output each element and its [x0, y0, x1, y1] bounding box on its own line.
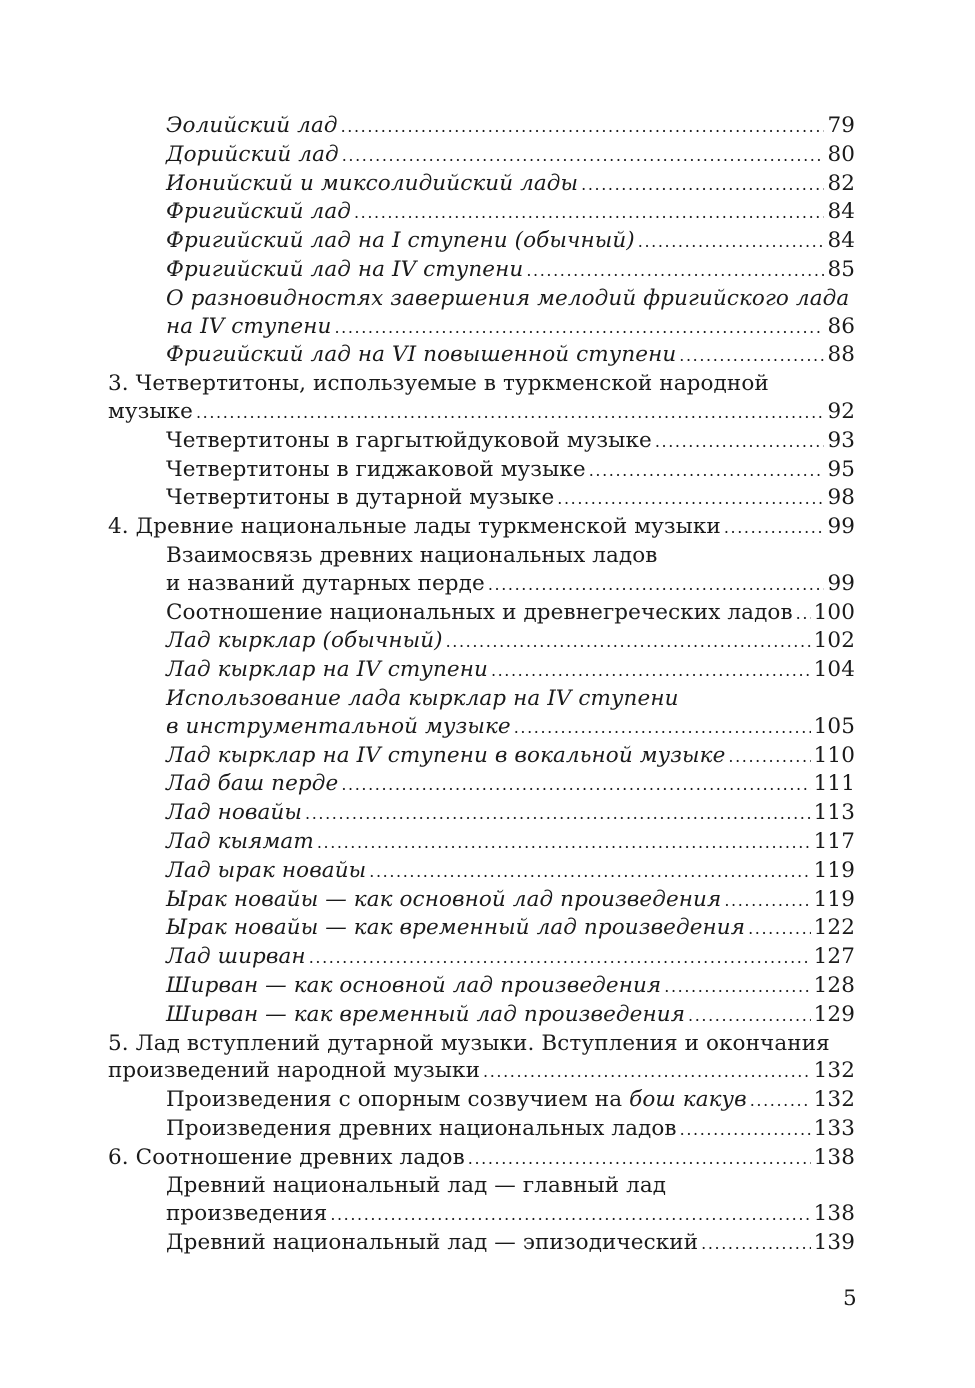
dot-leader: [638, 228, 825, 256]
dot-leader: [728, 743, 810, 771]
toc-entry-title: [166, 914, 745, 942]
toc-entry: [108, 370, 855, 427]
toc-entry-title: [166, 828, 314, 856]
toc-entry-title-line: Взаимосвязь древних национальных ладов: [166, 542, 658, 568]
table-of-contents: [108, 112, 855, 1258]
dot-leader: [526, 257, 824, 285]
toc-entry-title-text: Ырак новайы — как временный лад произведения: [166, 915, 746, 941]
toc-entry-page: 86: [827, 313, 855, 339]
toc-entry-title-line: Древний национальный лад — главный лад: [166, 1173, 667, 1199]
toc-entry: [108, 427, 855, 456]
toc-entry-page: 132: [813, 1058, 855, 1084]
dot-leader: [330, 1201, 810, 1229]
toc-entry-title-text: Дорийский лад: [166, 141, 339, 167]
toc-entry-title-text: Фригийский лад на IV ступени: [166, 256, 524, 282]
toc-entry: [108, 1229, 855, 1258]
toc-entry-page: 117: [813, 828, 855, 854]
toc-entry-page: 133: [813, 1115, 855, 1141]
toc-entry-title: [166, 341, 676, 369]
page-number: 5: [843, 1286, 857, 1311]
toc-entry-title-text: Ионийский и миксолидийский лады: [166, 170, 579, 196]
toc-entry: [108, 972, 855, 1001]
dot-leader: [557, 485, 824, 513]
dot-leader: [446, 628, 811, 656]
toc-entry-title-text: Лад кырклар на IV ступени: [166, 657, 488, 683]
toc-entry-page: 105: [813, 713, 855, 739]
toc-entry-title-text: в инструментальной музыке: [166, 713, 511, 739]
toc-entry-title-text: Соотношение национальных и древнегреческих ладов: [166, 599, 793, 625]
toc-entry: [108, 456, 855, 485]
toc-entry: [108, 828, 855, 857]
toc-entry-title-line: 5. Лад вступлений дутарной музыки. Вступления и окончания: [108, 1030, 830, 1056]
toc-entry-title-text: Ширван — как временный лад произведения: [166, 1001, 686, 1027]
toc-entry-title-line: 3. Четвертитоны, используемые в туркменской народной: [108, 371, 769, 397]
dot-leader: [748, 915, 811, 943]
toc-entry: [108, 627, 855, 656]
toc-entry-title: [166, 1115, 677, 1143]
toc-entry-page: 80: [827, 141, 855, 167]
toc-entry-title-text: Фригийский лад на I ступени (обычный): [166, 228, 635, 254]
toc-entry-page: 102: [813, 628, 855, 654]
toc-entry: [108, 1030, 855, 1087]
toc-entry-page: 138: [813, 1144, 855, 1170]
toc-entry-title: [166, 1086, 747, 1114]
toc-entry-page: 138: [813, 1201, 855, 1227]
toc-entry-page: 93: [827, 427, 855, 453]
dot-leader: [679, 342, 824, 370]
toc-entry-title-text: Лад ширван: [166, 944, 306, 970]
dot-leader: [688, 1002, 811, 1030]
toc-entry-title: [166, 1200, 327, 1228]
toc-entry: [108, 1172, 855, 1229]
toc-entry: [108, 742, 855, 771]
toc-entry-title: [166, 227, 635, 255]
toc-entry: [108, 857, 855, 886]
toc-entry-title-text: Лад ырак новайы: [166, 857, 367, 883]
toc-entry-page: 79: [827, 113, 855, 138]
toc-entry-page: 85: [827, 256, 855, 282]
toc-entry: [108, 1001, 855, 1030]
dot-leader: [196, 399, 824, 427]
toc-entry-page: 127: [813, 944, 855, 970]
toc-entry-title-text: Четвертитоны в дутарной музыке: [166, 485, 555, 511]
toc-entry: [108, 1144, 855, 1173]
toc-entry-title-text: произведений народной музыки: [108, 1058, 481, 1084]
toc-entry: [108, 198, 855, 227]
toc-entry-title-text: Лад кыямат: [166, 828, 314, 854]
toc-entry-title-text: Лад новайы: [166, 800, 303, 826]
toc-entry: [108, 1115, 855, 1144]
toc-entry-title-text: Эолийский лад: [166, 113, 338, 138]
toc-entry-title: [166, 886, 721, 914]
dot-leader: [341, 113, 825, 141]
toc-entry-title: [166, 770, 338, 798]
toc-entry: [108, 656, 855, 685]
toc-entry-title: [166, 570, 485, 598]
toc-entry-title: [166, 627, 443, 655]
dot-leader: [724, 887, 810, 915]
toc-entry: [108, 1086, 855, 1115]
toc-entry-title: [166, 456, 586, 484]
toc-entry: [108, 943, 855, 972]
dot-leader: [581, 171, 824, 199]
toc-entry-title: [166, 599, 793, 627]
toc-entry-title-text: на IV ступени: [166, 313, 332, 339]
toc-entry-title: [166, 742, 725, 770]
dot-leader: [341, 771, 810, 799]
toc-entry-title: [166, 713, 511, 741]
dot-leader: [305, 800, 811, 828]
toc-entry: [108, 914, 855, 943]
toc-entry-page: 119: [813, 857, 855, 883]
toc-entry: [108, 542, 855, 599]
toc-entry-title: [166, 170, 578, 198]
toc-entry: [108, 285, 855, 342]
toc-entry-page: 92: [827, 398, 855, 424]
toc-entry-page: 139: [813, 1230, 855, 1256]
toc-entry: [108, 886, 855, 915]
toc-entry: [108, 141, 855, 170]
toc-entry-title-line: Использование лада кырклар на IV ступени: [166, 685, 679, 711]
toc-entry-title: [166, 1229, 698, 1257]
toc-entry-title-text: Лад кырклар на IV ступени в вокальной музыке: [166, 742, 726, 768]
toc-entry: [108, 599, 855, 628]
toc-entry-page: 111: [813, 771, 855, 797]
toc-entry-title-text: Четвертитоны в гаргытюйдуковой музыке: [166, 427, 652, 453]
toc-entry-page: 132: [813, 1087, 855, 1113]
toc-entry-title: [166, 256, 523, 284]
toc-entry-title-text: Лад баш перде: [166, 771, 339, 797]
toc-entry-title-text: Фригийский лад на VI повышенной ступени: [166, 342, 677, 368]
toc-entry-title-text: Произведения с опорным созвучием на: [166, 1087, 630, 1113]
toc-entry: [108, 484, 855, 513]
dot-leader: [701, 1230, 810, 1258]
toc-entry-title-text: Ырак новайы — как основной лад произведения: [166, 886, 722, 912]
toc-entry-title-text: произведения: [166, 1201, 328, 1227]
toc-entry-page: 95: [827, 456, 855, 482]
dot-leader: [483, 1058, 811, 1086]
toc-entry-title: [166, 313, 331, 341]
toc-entry-page: 84: [827, 228, 855, 254]
toc-entry-title: [166, 799, 302, 827]
toc-entry-title-text: Древний национальный лад — эпизодический: [166, 1230, 699, 1256]
toc-entry-page: 82: [827, 170, 855, 196]
toc-entry-title-text: Четвертитоны в гиджаковой музыке: [166, 456, 586, 482]
dot-leader: [664, 973, 810, 1001]
toc-entry-title-text: Лад кырклар (обычный): [166, 628, 443, 654]
dot-leader: [309, 944, 811, 972]
dot-leader: [491, 657, 811, 685]
toc-entry: [108, 170, 855, 199]
toc-entry-page: 104: [813, 657, 855, 683]
toc-entry-title: [166, 972, 661, 1000]
dot-leader: [655, 428, 825, 456]
dot-leader: [680, 1116, 811, 1144]
toc-entry-title-text: Ширван — как основной лад произведения: [166, 972, 662, 998]
dot-leader: [589, 457, 825, 485]
toc-entry-title: [108, 1144, 465, 1172]
dot-leader: [317, 829, 811, 857]
toc-entry-page: 128: [813, 972, 855, 998]
dot-leader: [750, 1087, 811, 1115]
toc-entry-page: 99: [827, 570, 855, 596]
toc-entry-title-text: Фригийский лад: [166, 199, 351, 225]
dot-leader: [488, 571, 825, 599]
toc-entry-title-text: 4. Древние национальные лады туркменской музыки: [108, 514, 721, 540]
toc-entry-title: [166, 198, 351, 226]
toc-entry-title-text: и названий дутарных перде: [166, 570, 485, 596]
toc-entry-title-italic: бош какув: [629, 1087, 747, 1113]
toc-entry-page: 98: [827, 485, 855, 511]
toc-entry: [108, 799, 855, 828]
toc-entry-title-line: О разновидностях завершения мелодий фригийского лада: [166, 285, 850, 311]
toc-entry-page: 122: [813, 915, 855, 941]
toc-entry-title: [108, 1057, 480, 1085]
dot-leader: [354, 199, 824, 227]
toc-entry-title: [166, 943, 306, 971]
toc-entry-title: [166, 656, 488, 684]
toc-entry-title: [166, 484, 554, 512]
dot-leader: [334, 314, 824, 342]
toc-entry-page: 113: [813, 800, 855, 826]
toc-entry-page: 119: [813, 886, 855, 912]
toc-entry-title: [166, 857, 366, 885]
toc-entry-title: [108, 398, 193, 426]
dot-leader: [796, 600, 811, 628]
toc-entry: [108, 227, 855, 256]
toc-entry-title: [108, 513, 721, 541]
toc-entry-page: 84: [827, 199, 855, 225]
toc-entry-page: 110: [813, 742, 855, 768]
toc-entry: [108, 256, 855, 285]
toc-entry-title-text: музыке: [108, 398, 193, 424]
toc-entry-title: [166, 427, 652, 455]
toc-entry-page: 99: [827, 514, 855, 540]
toc-entry: [108, 341, 855, 370]
toc-entry-page: 129: [813, 1001, 855, 1027]
dot-leader: [514, 714, 811, 742]
toc-entry-title: [166, 141, 339, 169]
toc-entry: [108, 513, 855, 542]
dot-leader: [342, 142, 825, 170]
toc-entry-title: [166, 112, 338, 140]
toc-entry: [108, 770, 855, 799]
dot-leader: [724, 514, 825, 542]
toc-entry-title-text: 6. Соотношение древних ладов: [108, 1144, 465, 1170]
toc-entry-title: [166, 1001, 685, 1029]
toc-entry-title-text: Произведения древних национальных ладов: [166, 1115, 677, 1141]
toc-entry-page: 88: [827, 342, 855, 368]
toc-entry: [108, 685, 855, 742]
toc-entry-page: 100: [813, 599, 855, 625]
dot-leader: [369, 858, 810, 886]
toc-entry: [108, 112, 855, 141]
dot-leader: [468, 1145, 811, 1173]
